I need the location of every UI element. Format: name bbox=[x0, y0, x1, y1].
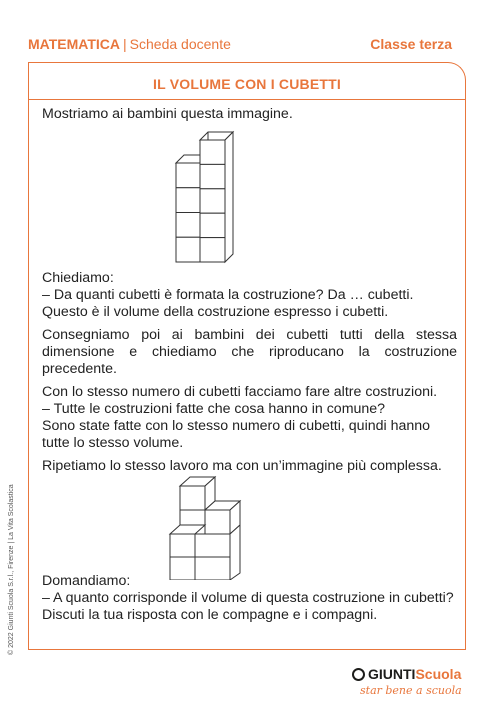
cube-side-face bbox=[225, 132, 233, 262]
content-card-bottom-border bbox=[28, 649, 466, 650]
same-volume-text: Sono state fatte con lo stesso numero di cubetti, quindi hanno tutte lo stesso volume. bbox=[42, 418, 431, 451]
header-separator: | bbox=[123, 36, 127, 52]
paragraph-question-2 bbox=[42, 573, 457, 624]
paragraph-other-constructions bbox=[42, 384, 457, 452]
question-1-text: – Da quanti cubetti è formata la costruzione? Da … cubetti. bbox=[42, 287, 414, 303]
logo-tagline: star bene a scuola bbox=[360, 684, 462, 697]
giunti-scuola-logo bbox=[352, 666, 461, 682]
copyright-note: © 2022 Giunti Scuola S.r.l., Firenze | La Vita Scolastica bbox=[8, 484, 15, 655]
paragraph-reproduce bbox=[42, 327, 457, 378]
other-constructions-text: Con lo stesso numero di cubetti facciamo fare altre costruzioni. bbox=[42, 384, 438, 400]
header-subject bbox=[28, 36, 231, 52]
paragraph-question-1 bbox=[42, 270, 457, 321]
repeat-text: Ripetiamo lo stesso lavoro ma con un’immagine più complessa. bbox=[42, 458, 442, 474]
logo-brand: GIUNTI bbox=[368, 666, 416, 682]
complex-cube-figure bbox=[162, 472, 252, 580]
question-1-intro: Chiediamo: bbox=[42, 270, 114, 286]
subject-label: MATEMATICA bbox=[28, 36, 121, 52]
question-1-answer: Questo è il volume della costruzione espresso i cubetti. bbox=[42, 304, 389, 320]
class-label: Classe terza bbox=[370, 36, 452, 52]
logo-brand-accent: Scuola bbox=[415, 666, 462, 682]
title-divider bbox=[28, 99, 466, 100]
content-card-left-border bbox=[28, 62, 29, 650]
intro-text: Mostriamo ai bambini questa immagine. bbox=[42, 106, 293, 122]
reproduce-text: Consegniamo poi ai bambini dei cubetti tutti della stessa dimensione e chiediamo che riproducano la costruzione precedente. bbox=[42, 327, 457, 377]
paragraph-intro bbox=[42, 106, 457, 123]
worksheet-title: IL VOLUME CON I CUBETTI bbox=[153, 76, 341, 92]
question-2-text: – A quanto corrisponde il volume di questa costruzione in cubetti? bbox=[42, 590, 454, 606]
sheet-type-label: Scheda docente bbox=[129, 36, 231, 52]
cube-tower-figure bbox=[170, 126, 250, 266]
discussion-text: Discuti la tua risposta con le compagne e i compagni. bbox=[42, 607, 378, 623]
giunti-g-logo-icon bbox=[352, 668, 365, 681]
question-2-intro: Domandiamo: bbox=[42, 573, 131, 589]
common-question-text: – Tutte le costruzioni fatte che cosa hanno in comune? bbox=[42, 401, 386, 417]
